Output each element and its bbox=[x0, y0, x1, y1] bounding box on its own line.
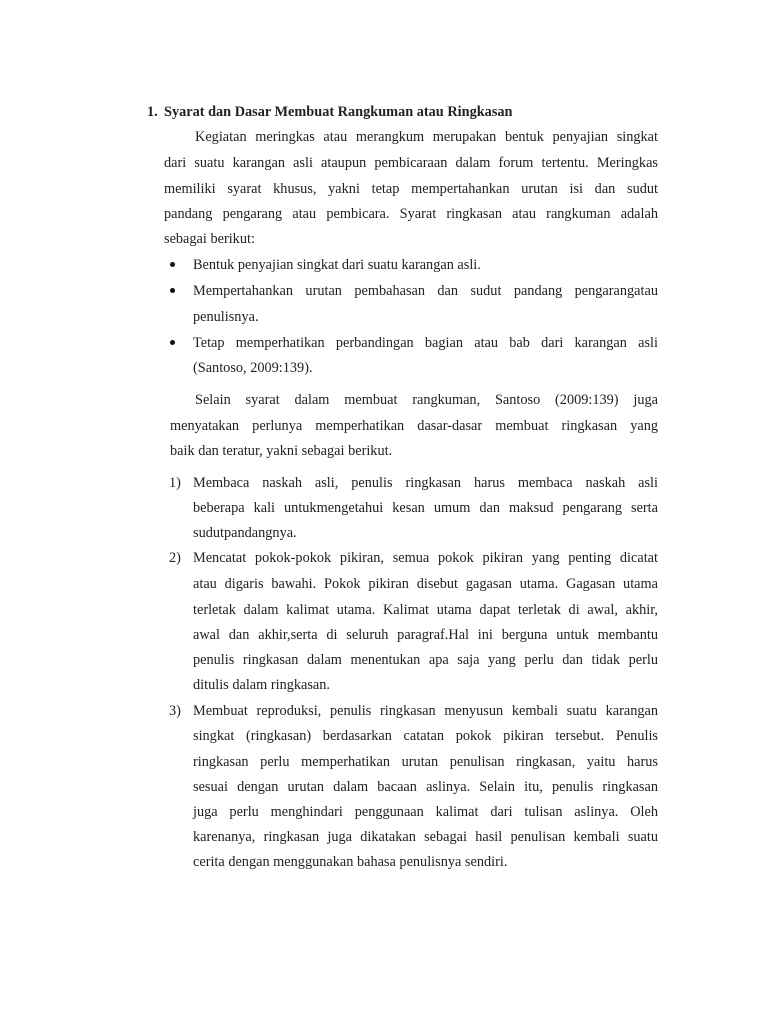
bullet-icon bbox=[170, 340, 175, 345]
section-title: Syarat dan Dasar Membuat Rangkuman atau Ringkasan bbox=[164, 104, 513, 120]
numbered-item-line: sudutpandangnya. bbox=[193, 525, 297, 541]
list-marker: 1) bbox=[169, 475, 181, 491]
numbered-item-line: cerita dengan menggunakan bahasa penulisnya sendiri. bbox=[193, 854, 508, 870]
bullet-icon bbox=[170, 288, 175, 293]
numbered-item-line: juga perlu menghindari penggunaan kalimat dari tulisan aslinya. Oleh bbox=[193, 804, 658, 820]
section-number: 1. bbox=[147, 104, 158, 120]
intro-line: sebagai berikut: bbox=[164, 231, 255, 247]
paragraph-line: baik dan teratur, yakni sebagai berikut. bbox=[170, 443, 393, 459]
bullet-icon bbox=[170, 262, 175, 267]
numbered-item-line: terletak dalam kalimat utama. Kalimat utama dapat terletak di awal, akhir, bbox=[193, 602, 658, 618]
numbered-item-line: singkat (ringkasan) berdasarkan catatan pokok pikiran tersebut. Penulis bbox=[193, 728, 658, 744]
numbered-item-line: penulis ringkasan dalam menentukan apa saja yang perlu dan tidak perlu bbox=[193, 652, 658, 668]
bullet-item-line: Bentuk penyajian singkat dari suatu karangan asli. bbox=[193, 257, 481, 273]
bullet-item-line: (Santoso, 2009:139). bbox=[193, 360, 313, 376]
list-marker: 2) bbox=[169, 550, 181, 566]
bullet-item-line: Tetap memperhatikan perbandingan bagian atau bab dari karangan asli bbox=[193, 335, 658, 351]
list-marker: 3) bbox=[169, 703, 181, 719]
paragraph-line: menyatakan perlunya memperhatikan dasar-dasar membuat ringkasan yang bbox=[170, 418, 658, 434]
numbered-item-line: beberapa kali untukmengetahui kesan umum dan maksud pengarang serta bbox=[193, 500, 658, 516]
numbered-item-line: Mencatat pokok-pokok pikiran, semua pokok pikiran yang penting dicatat bbox=[193, 550, 658, 566]
intro-line: dari suatu karangan asli ataupun pembicaraan dalam forum tertentu. Meringkas bbox=[164, 155, 658, 171]
bullet-item-line: penulisnya. bbox=[193, 309, 259, 325]
numbered-item-line: awal dan akhir,serta di seluruh paragraf.Hal ini berguna untuk membantu bbox=[193, 627, 658, 643]
intro-line: Kegiatan meringkas atau merangkum merupakan bentuk penyajian singkat bbox=[195, 129, 658, 145]
intro-line: pandang pengarang atau pembicara. Syarat ringkasan atau rangkuman adalah bbox=[164, 206, 658, 222]
numbered-item-line: atau digaris bawahi. Pokok pikiran disebut gagasan utama. Gagasan utama bbox=[193, 576, 658, 592]
numbered-item-line: sesuai dengan urutan dalam bacaan aslinya. Selain itu, penulis ringkasan bbox=[193, 779, 658, 795]
numbered-item-line: ditulis dalam ringkasan. bbox=[193, 677, 330, 693]
numbered-item-line: Membuat reproduksi, penulis ringkasan menyusun kembali suatu karangan bbox=[193, 703, 658, 719]
paragraph-line: Selain syarat dalam membuat rangkuman, Santoso (2009:139) juga bbox=[195, 392, 658, 408]
numbered-item-line: ringkasan perlu memperhatikan urutan penulisan ringkasan, yaitu harus bbox=[193, 754, 658, 770]
numbered-item-line: karenanya, ringkasan juga dikatakan sebagai hasil penulisan kembali suatu bbox=[193, 829, 658, 845]
intro-line: memiliki syarat khusus, yakni tetap mempertahankan urutan isi dan sudut bbox=[164, 181, 658, 197]
numbered-item-line: Membaca naskah asli, penulis ringkasan harus membaca naskah asli bbox=[193, 475, 658, 491]
bullet-item-line: Mempertahankan urutan pembahasan dan sudut pandang pengarangatau bbox=[193, 283, 658, 299]
